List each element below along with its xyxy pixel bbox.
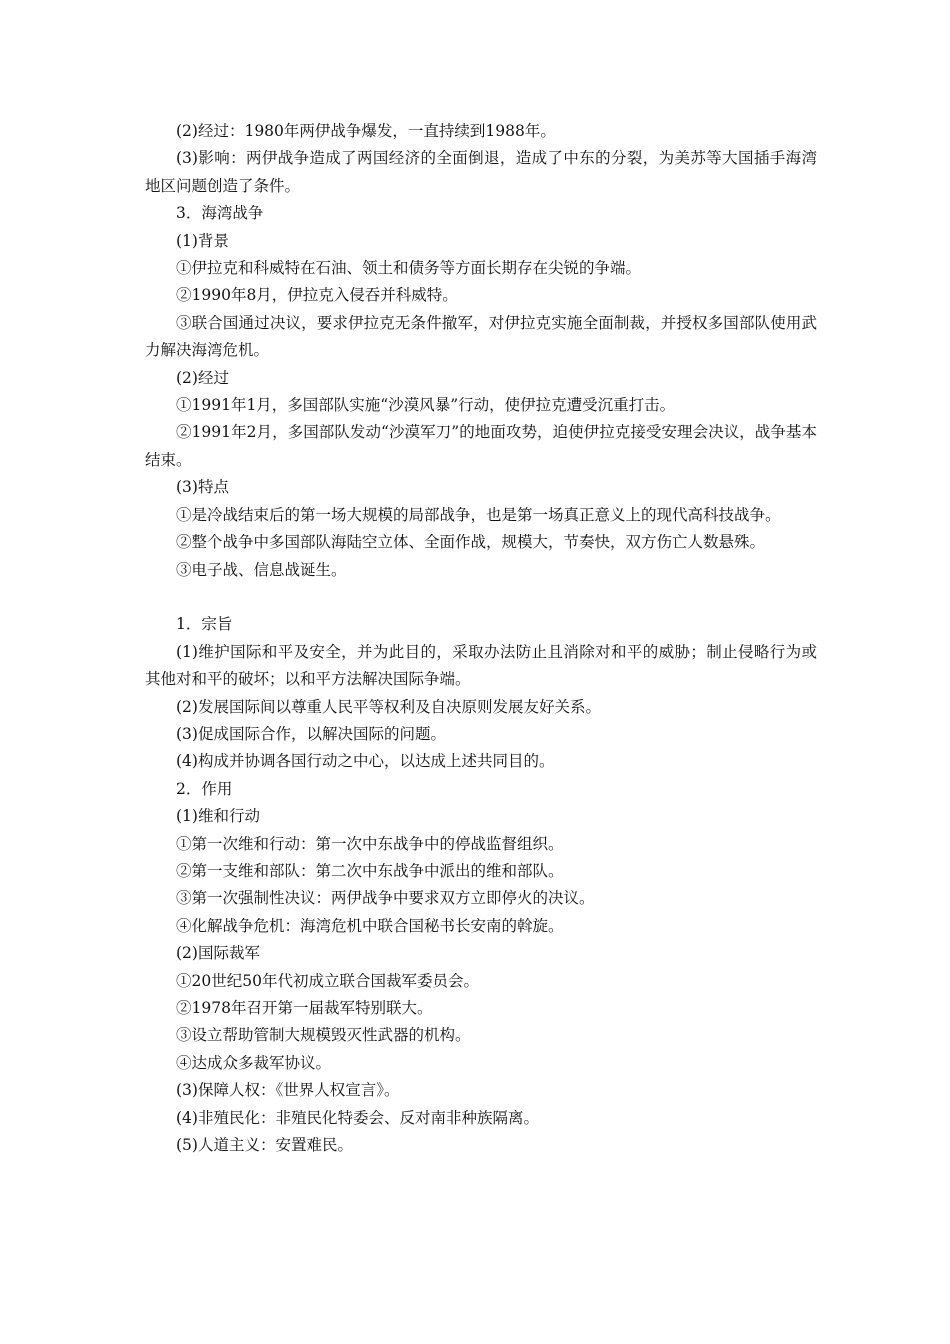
list-item: ①1991年1月，多国部队实施“沙漠风暴”行动，使伊拉克遭受沉重打击。 bbox=[176, 396, 676, 415]
section-heading: 2．作用 bbox=[176, 779, 233, 798]
list-item: ①20世纪50年代初成立联合国裁军委员会。 bbox=[176, 971, 479, 990]
list-item: ②1990年8月，伊拉克入侵吞并科威特。 bbox=[176, 286, 458, 305]
list-item: ④化解战争危机：海湾危机中联合国秘书长安南的斡旋。 bbox=[176, 916, 564, 935]
list-item: ③电子战、信息战诞生。 bbox=[176, 560, 347, 579]
paragraph: (2)发展国际间以尊重人民平等权利及自决原则发展友好关系。 bbox=[176, 697, 601, 716]
list-item: ②整个战争中多国部队海陆空立体、全面作战，规模大，节奏快，双方伤亡人数悬殊。 bbox=[176, 533, 766, 552]
subsection-heading: (1)背景 bbox=[176, 231, 229, 250]
list-item: (3)保障人权：《世界人权宣言》。 bbox=[176, 1081, 400, 1100]
subsection-heading: (1)维和行动 bbox=[176, 807, 260, 826]
list-item: ③第一次强制性决议：两伊战争中要求双方立即停火的决议。 bbox=[176, 889, 595, 908]
list-item: ①是冷战结束后的第一场大规模的局部战争，也是第一场真正意义上的现代高科技战争。 bbox=[176, 505, 781, 524]
list-item: ①伊拉克和科威特在石油、领土和债务等方面长期存在尖锐的争端。 bbox=[176, 259, 642, 278]
paragraph: (3)促成国际合作，以解决国际的问题。 bbox=[176, 724, 446, 743]
list-item: ①第一次维和行动：第一次中东战争中的停战监督组织。 bbox=[176, 834, 564, 853]
paragraph: (1)维护国际和平及安全，并为此目的，采取办法防止且消除对和平的威胁；制止侵略行为或其他对和平的破坏；以和平方法解决国际争端。 bbox=[145, 642, 817, 689]
subsection-heading: (3)特点 bbox=[176, 478, 229, 497]
section-gap bbox=[145, 584, 817, 611]
list-item: ②1978年召开第一届裁军特别联大。 bbox=[176, 998, 433, 1017]
list-item: ③联合国通过决议，要求伊拉克无条件撤军，对伊拉克实施全面制裁，并授权多国部队使用武力解决海湾危机。 bbox=[145, 313, 817, 360]
list-item: (4)非殖民化：非殖民化特委会、反对南非种族隔离。 bbox=[176, 1108, 539, 1127]
list-item: ②1991年2月，多国部队发动“沙漠军刀”的地面攻势，迫使伊拉克接受安理会决议，战争基本结束。 bbox=[145, 423, 817, 469]
paragraph: (3)影响：两伊战争造成了两国经济的全面倒退，造成了中东的分裂，为美苏等大国插手海湾地区问题创造了条件。 bbox=[145, 149, 817, 195]
subsection-heading: (2)经过 bbox=[176, 368, 229, 387]
document-page bbox=[145, 118, 817, 1159]
section-heading: 3．海湾战争 bbox=[176, 204, 264, 223]
list-item: ④达成众多裁军协议。 bbox=[176, 1053, 332, 1072]
paragraph: (4)构成并协调各国行动之中心，以达成上述共同目的。 bbox=[176, 752, 555, 771]
subsection-heading: (2)国际裁军 bbox=[176, 944, 260, 963]
section-heading: 1．宗旨 bbox=[176, 615, 233, 634]
paragraph: (2)经过：1980年两伊战争爆发，一直持续到1988年。 bbox=[176, 122, 556, 140]
list-item: ③设立帮助管制大规模毁灭性武器的机构。 bbox=[176, 1026, 471, 1045]
list-item: (5)人道主义：安置难民。 bbox=[176, 1136, 353, 1155]
list-item: ②第一支维和部队：第二次中东战争中派出的维和部队。 bbox=[176, 861, 564, 880]
